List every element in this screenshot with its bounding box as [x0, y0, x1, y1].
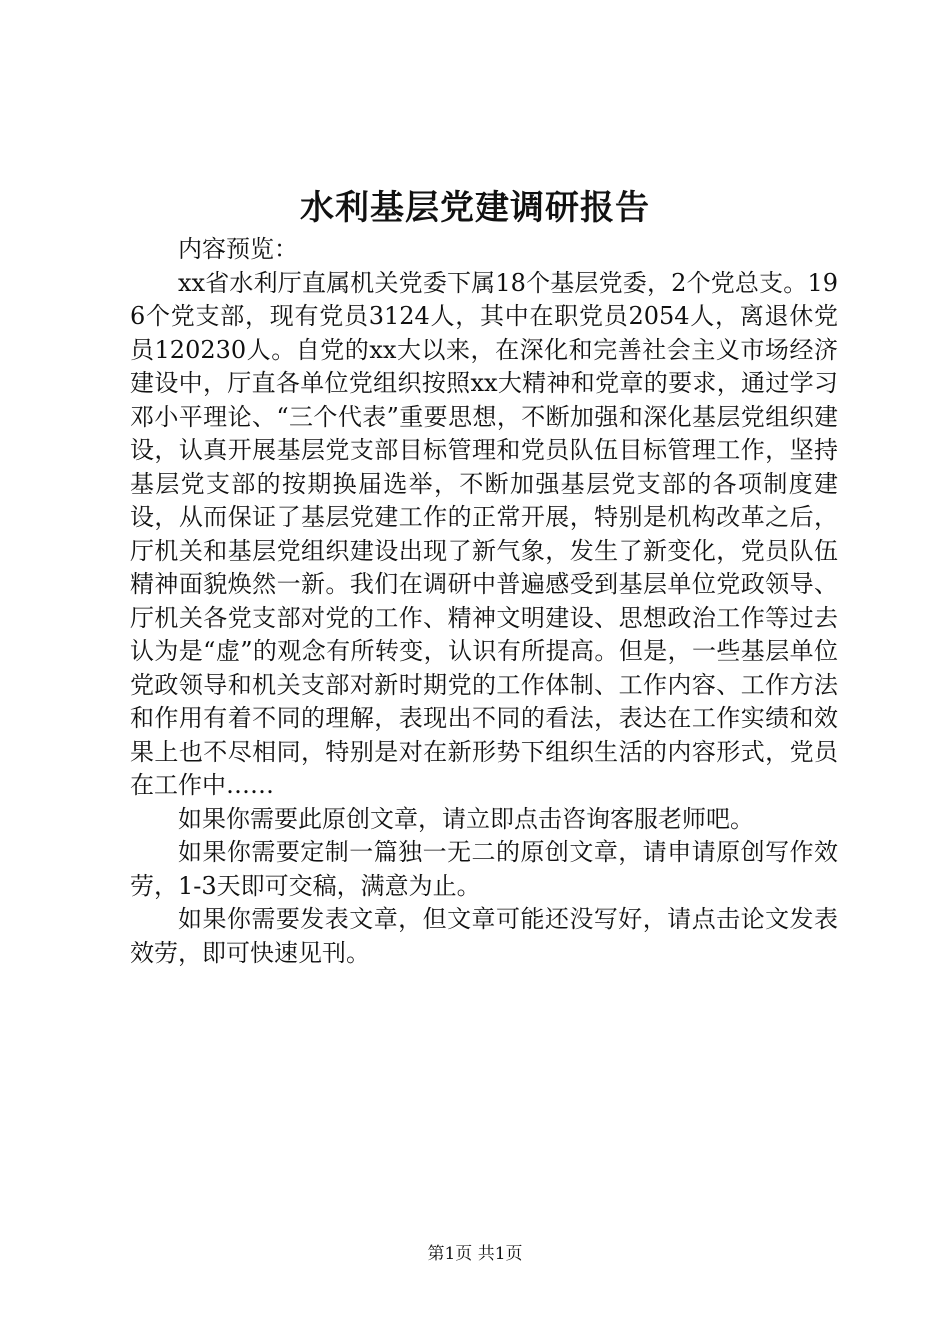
preview-label: 内容预览：: [178, 235, 298, 263]
document-body: [130, 233, 838, 970]
page-title: 水利基层党建调研报告: [300, 188, 650, 228]
page-footer: 第1页 共1页: [427, 1244, 523, 1264]
publication-notice: 如果你需要发表文章，但文章可能还没写好，请点击论文发表效劳，即可快速见刊。: [130, 905, 838, 967]
consult-notice: 如果你需要此原创文章，请立即点击咨询客服老师吧。: [178, 804, 754, 833]
preview-paragraph: xx省水利厅直属机关党委下属18个基层党委，2个党总支。196个党支部，现有党员3124人，其中在职党员2054人，离退休党员120230人。自党的xx大以来，在深化和完善社会主义市场经济建设中，厅直各单位党组织按照xx大精神和党章的要求，通过学习邓小平理论、“三个代表”重要思想，不断加强和深化基层党组织建设，认真开展基层党支部目标管理和党员队伍目标管理工作，坚持基层党支部的按期换届选举，不断加强基层党支部的各项制度建设，从而保证了基层党建工作的正常开展，特别是机构改革之后，厅机关和基层党组织建设出现了新气象，发生了新变化，党员队伍精神面貌焕然一新。我们在调研中普遍感受到基层单位党政领导、厅机关各党支部对党的工作、精神文明建设、思想政治工作等过去认为是“虚”的观念有所转变，认识有所提高。但是，一些基层单位党政领导和机关支部对新时期党的工作体制、工作内容、工作方法和作用有着不同的理解，表现出不同的看法，表达在工作实绩和效果上也不尽相同，特别是对在新形势下组织生活的内容形式，党员在工作中……: [130, 268, 838, 799]
custom-writing-notice: 如果你需要定制一篇独一无二的原创文章，请申请原创写作效劳，1-3天即可交稿，满意为止。: [130, 838, 838, 900]
